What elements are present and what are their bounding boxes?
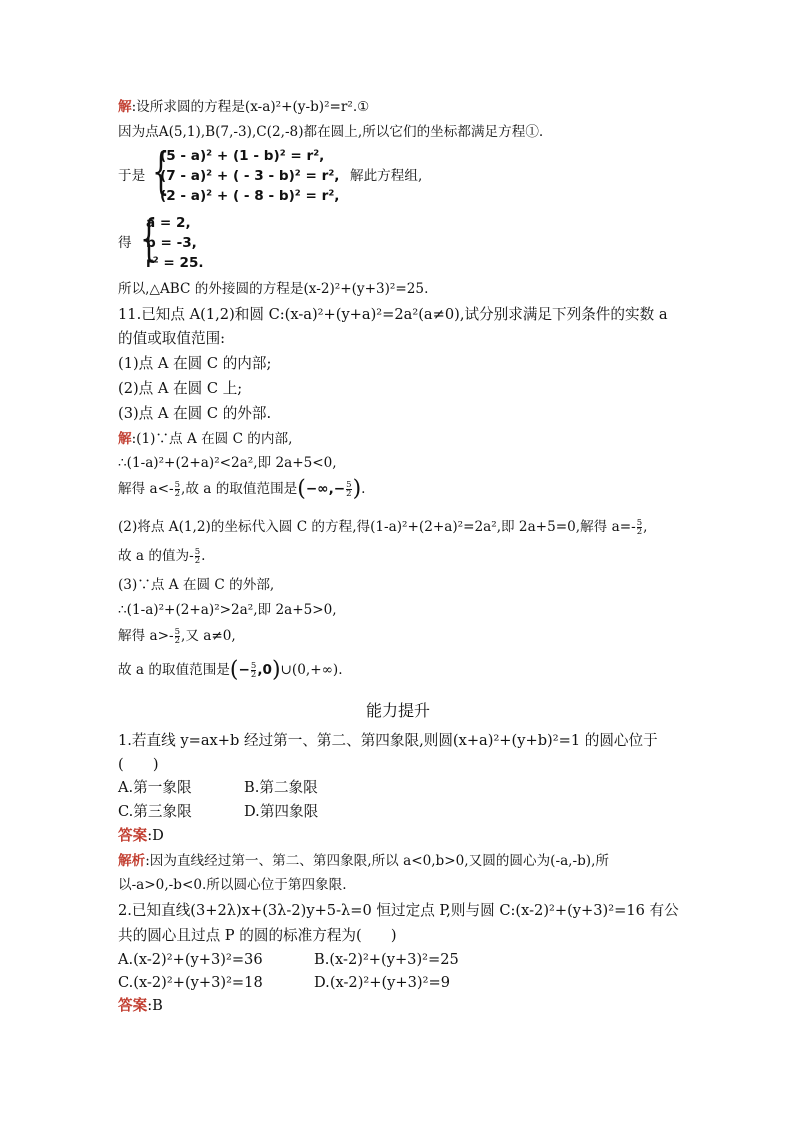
- fraction: $\frac{5}{2}$: [346, 480, 352, 499]
- left-brace-icon: {: [152, 142, 170, 200]
- fraction: $\frac{5}{2}$: [174, 480, 181, 499]
- problem11-condition-3: (3)点 A 在圆 C 的外部.: [118, 405, 272, 422]
- q2-option-a: A.(x-2)²+(y+3)²=36: [118, 951, 263, 968]
- solution10-conclusion: 所以,△ABC 的外接圆的方程是(x-2)²+(y+3)²=25.: [118, 281, 429, 297]
- solution11-line6: (3)∵点 A 在圆 C 的外部,: [118, 577, 275, 593]
- solution11-line8: 解得 a>- $\frac{5}{2}$ ,又 a≠0,: [118, 627, 236, 646]
- answer-label: 答案: [118, 997, 148, 1014]
- answer-label: 答案: [118, 827, 148, 844]
- answer-label: 解: [118, 431, 132, 447]
- solution11-line4: (2)将点 A(1,2)的坐标代入圆 C 的方程,得(1-a)²+(2+a)²=2a²,即 2a+5=0,解得 a=- $\frac{5}{2}$ ,: [118, 518, 648, 537]
- fraction: $\frac{5}{2}$: [174, 627, 181, 646]
- q1-option-b: B.第二象限: [244, 779, 318, 796]
- fraction: $\frac{5}{2}$: [194, 547, 201, 566]
- solution10-line1: 解:设所求圆的方程是(x-a)²+(y-b)²=r².①: [118, 99, 370, 115]
- q1-option-d: D.第四象限: [244, 803, 319, 820]
- solution11-line3: 解得 a<- $\frac{5}{2}$ ,故 a 的取值范围是(−∞,− $\frac{5}{2}$ ).: [118, 476, 366, 502]
- q2-option-c: C.(x-2)²+(y+3)²=18: [118, 974, 263, 991]
- explanation-label: 解析: [118, 853, 146, 869]
- problem11-stem-line1: 11.已知点 A(1,2)和圆 C:(x-a)²+(y+a)²=2a²(a≠0),试分别求满足下列条件的实数 a: [118, 306, 668, 323]
- problem11-stem-line2: 的值或取值范围:: [118, 330, 226, 347]
- solution11-line2: ∴(1-a)²+(2+a)²<2a²,即 2a+5<0,: [118, 455, 337, 471]
- section-title: 能力提升: [365, 701, 430, 720]
- solution-a: a = 2,: [146, 215, 191, 231]
- solution10-prefix-yushi: 于是: [118, 168, 146, 184]
- solution11-line1: 解:(1)∵点 A 在圆 C 的内部,: [118, 431, 293, 447]
- q1-stem-line2: ( ): [118, 756, 159, 773]
- solution10-suffix: 解此方程组,: [350, 168, 423, 184]
- solution11-line9: 故 a 的取值范围是(− $\frac{5}{2}$ ,0)∪(0,+∞).: [118, 657, 343, 683]
- q1-option-a: A.第一象限: [118, 779, 192, 796]
- solution-b: b = -3,: [146, 235, 197, 251]
- solution10-prefix-de: 得: [118, 235, 132, 251]
- q1-explanation-line2: 以-a>0,-b<0.所以圆心位于第四象限.: [118, 877, 347, 893]
- problem11-condition-1: (1)点 A 在圆 C 的内部;: [118, 355, 272, 372]
- q1-answer: 答案:D: [118, 827, 164, 844]
- left-brace-icon: {: [140, 209, 158, 267]
- q2-stem-line1: 2.已知直线(3+2λ)x+(3λ-2)y+5-λ=0 恒过定点 P,则与圆 C:(x-2)²+(y+3)²=16 有公: [118, 902, 679, 919]
- system-equation-2: (7 - a)² + ( - 3 - b)² = r²,: [160, 168, 340, 184]
- solution10-line2: 因为点A(5,1),B(7,-3),C(2,-8)都在圆上,所以它们的坐标都满足方程①.: [118, 124, 544, 140]
- q2-answer: 答案:B: [118, 997, 163, 1014]
- q2-option-d: D.(x-2)²+(y+3)²=9: [314, 974, 450, 991]
- q1-option-c: C.第三象限: [118, 803, 192, 820]
- system-equation-3: (2 - a)² + ( - 8 - b)² = r²,: [160, 188, 340, 204]
- solution11-line7: ∴(1-a)²+(2+a)²>2a²,即 2a+5>0,: [118, 602, 337, 618]
- q1-stem-line1: 1.若直线 y=ax+b 经过第一、第二、第四象限,则圆(x+a)²+(y+b)²=1 的圆心位于: [118, 732, 658, 749]
- q2-option-b: B.(x-2)²+(y+3)²=25: [314, 951, 459, 968]
- solution11-line5: 故 a 的值为- $\frac{5}{2}$ .: [118, 547, 206, 566]
- system-equation-1: (5 - a)² + (1 - b)² = r²,: [160, 148, 325, 164]
- fraction: $\frac{5}{2}$: [636, 518, 643, 537]
- q2-stem-line2: 共的圆心且过点 P 的圆的标准方程为( ): [118, 927, 397, 944]
- q1-explanation-line1: 解析:因为直线经过第一、第二、第四象限,所以 a<0,b>0,又圆的圆心为(-a,-b),所: [118, 853, 610, 869]
- solution-r: r² = 25.: [146, 255, 204, 271]
- fraction: $\frac{5}{2}$: [250, 661, 257, 680]
- problem11-condition-2: (2)点 A 在圆 C 上;: [118, 380, 243, 397]
- answer-label: 解: [118, 99, 132, 115]
